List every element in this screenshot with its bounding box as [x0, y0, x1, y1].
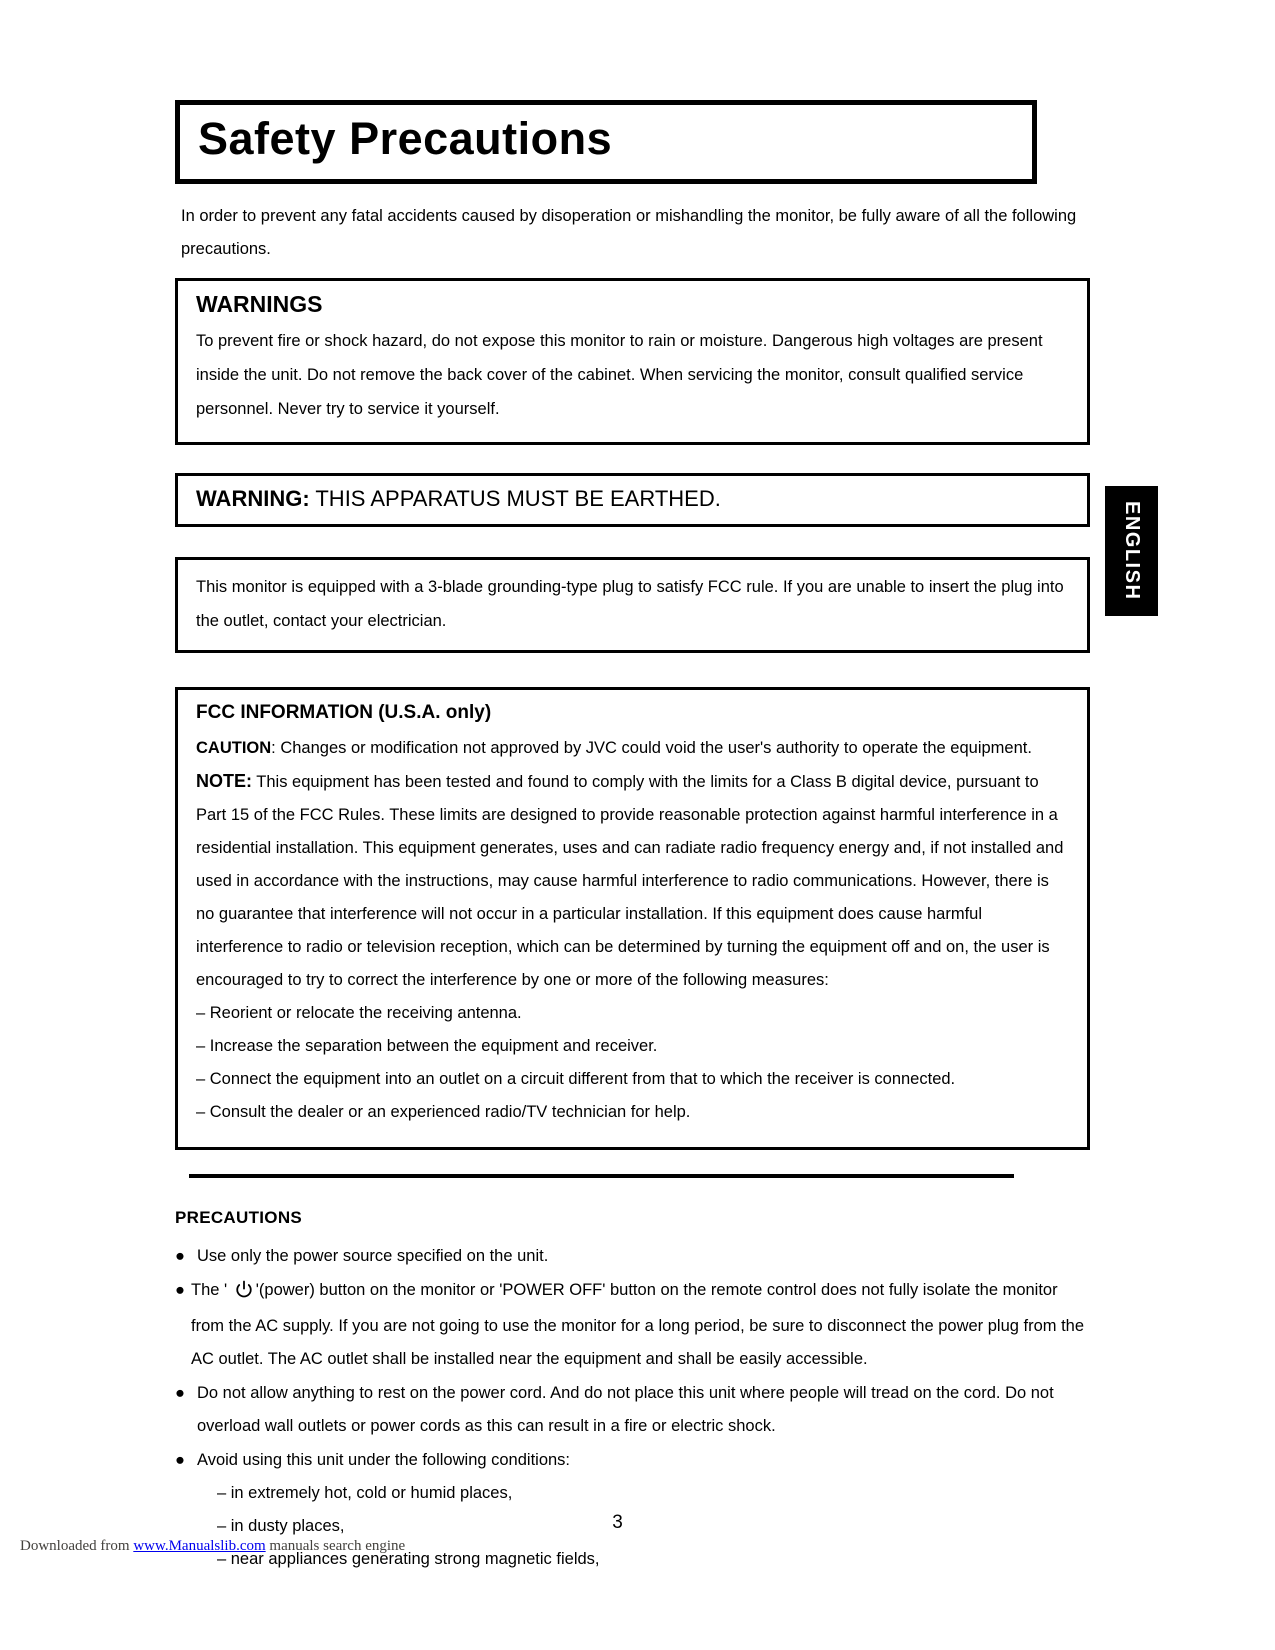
fcc-measures-list	[196, 997, 1069, 1129]
earthed-warning-label: WARNING:	[196, 486, 310, 511]
bullet-marker: ●	[175, 1281, 185, 1299]
fcc-information-box	[175, 687, 1090, 1150]
precaution-text-post: '(power) button on the monitor or 'POWER OFF' button on the remote control does not fully isolate the monitor from the AC supply. If you are not going to use the monitor for a long period, be sure to disconnect the power plug from the AC outlet. The AC outlet shall be installed near the equipment and shall be easily accessible.	[191, 1281, 1085, 1368]
section-divider	[189, 1174, 1014, 1178]
grounding-plug-box	[175, 557, 1090, 653]
precaution-item	[175, 1274, 1090, 1376]
fcc-caution	[196, 732, 1069, 765]
intro-paragraph: In order to prevent any fatal accidents caused by disoperation or mishandling the monitor, be fully aware of all the following precautions.	[181, 207, 1077, 258]
fcc-note	[196, 765, 1069, 997]
condition-item: – in dusty places,	[217, 1517, 345, 1535]
condition-item: – in extremely hot, cold or humid places,	[217, 1484, 513, 1502]
precaution-text: Use only the power source specified on the unit.	[197, 1247, 549, 1265]
note-text: This equipment has been tested and found to comply with the limits for a Class B digital device, pursuant to Part 15 of the FCC Rules. These limits are designed to provide reasonable protection against harmful interference in a residential installation. This equipment generates, uses and can radiate radio frequency energy and, if not installed and used in accordance with the instructions, may cause harmful interference to radio communications. However, there is no guarantee that interference will not occur in a particular installation. If this equipment does cause harmful interference to radio or television reception, which can be determined by turning the equipment off and on, the user is encouraged to try to correct the interference by one or more of the following measures:	[196, 773, 1064, 989]
bullet-marker: ●	[175, 1451, 185, 1469]
bullet-marker: ●	[175, 1247, 185, 1265]
fcc-measure-item: – Reorient or relocate the receiving antenna.	[196, 1004, 522, 1022]
grounding-plug-text: This monitor is equipped with a 3-blade grounding-type plug to satisfy FCC rule. If you are unable to insert the plug into the outlet, contact your electrician.	[196, 578, 1064, 630]
fcc-measure-item: – Connect the equipment into an outlet on a circuit different from that to which the receiver is connected.	[196, 1070, 956, 1088]
earthed-warning-text: THIS APPARATUS MUST BE EARTHED.	[309, 486, 721, 511]
condition-item: – near appliances generating strong magnetic fields,	[217, 1550, 600, 1568]
language-tab-english: ENGLISH	[1105, 486, 1158, 616]
precaution-item	[175, 1240, 1090, 1273]
footer-suffix: manuals search engine	[265, 1538, 406, 1554]
precaution-text: Avoid using this unit under the following conditions:	[197, 1451, 571, 1469]
precaution-text	[191, 1281, 1084, 1368]
warnings-box	[175, 278, 1090, 445]
manualslib-link[interactable]: www.Manualslib.com	[133, 1538, 266, 1554]
earthed-warning-box	[175, 473, 1090, 527]
caution-label: CAUTION	[196, 739, 272, 757]
precaution-text-pre: The '	[191, 1281, 232, 1299]
warnings-heading: WARNINGS	[196, 291, 323, 317]
page-number: 3	[612, 1512, 623, 1533]
bullet-marker: ●	[175, 1384, 185, 1402]
fcc-measure-item: – Increase the separation between the equipment and receiver.	[196, 1037, 658, 1055]
footer-prefix: Downloaded from	[20, 1538, 134, 1554]
power-icon	[235, 1277, 253, 1310]
page-title: Safety Precautions	[198, 113, 613, 164]
note-label: NOTE:	[196, 771, 252, 791]
precaution-item	[175, 1444, 1090, 1477]
precaution-text: Do not allow anything to rest on the power cord. And do not place this unit where people will tread on the cord. Do not overload wall outlets or power cords as this can result in a fire or electric shock.	[197, 1384, 1054, 1435]
caution-text: : Changes or modification not approved by JVC could void the user's authority to operate the equipment.	[271, 739, 1032, 757]
title-box	[175, 100, 1037, 184]
warnings-body: To prevent fire or shock hazard, do not expose this monitor to rain or moisture. Dangerous high voltages are present inside the unit. Do not remove the back cover of the cabinet. When servicing the monitor, consult qualified service personnel. Never try to service it yourself.	[196, 332, 1043, 418]
precaution-item	[175, 1377, 1090, 1443]
precautions-heading: PRECAUTIONS	[175, 1208, 303, 1227]
fcc-measure-item: – Consult the dealer or an experienced radio/TV technician for help.	[196, 1103, 691, 1121]
fcc-heading: FCC INFORMATION (U.S.A. only)	[196, 702, 492, 723]
content-column	[175, 100, 1090, 1576]
footer	[20, 1538, 405, 1555]
